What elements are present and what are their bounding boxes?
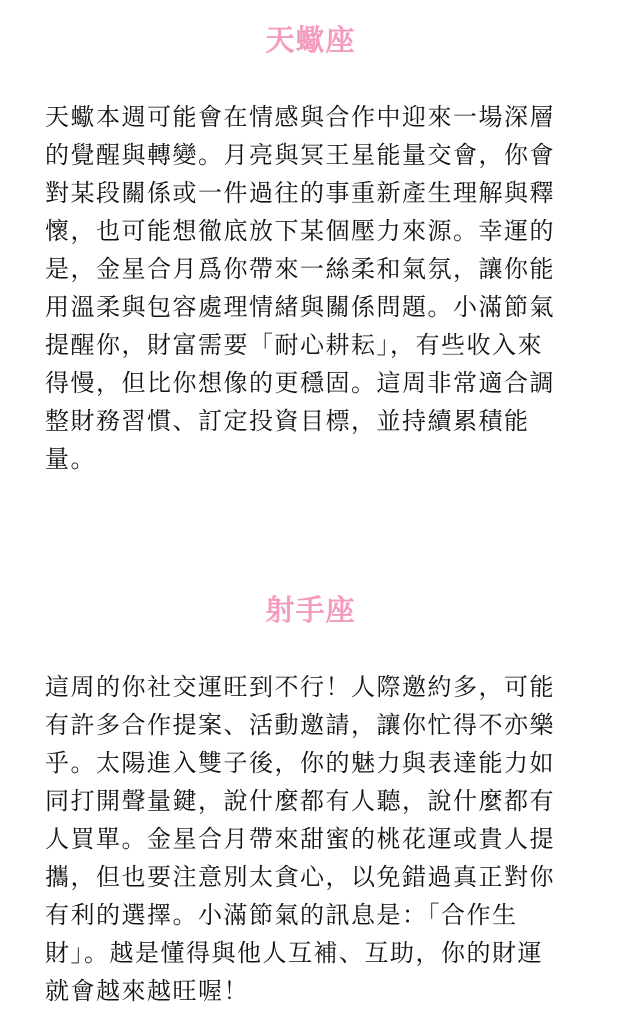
paragraph-line: 是，金星合月爲你帶來一絲柔和氣氛，讓你能 [45,255,555,283]
paragraph-line: 同打開聲量鍵，說什麼都有人聽，說什麼都有 [45,787,555,815]
paragraph-line: 天蠍本週可能會在情感與合作中迎來一場深層 [45,103,555,131]
paragraph-line: 這周的你社交運旺到不行！人際邀約多，可能 [45,673,555,701]
paragraph-line: 對某段關係或一件過往的事重新產生理解與釋 [45,179,555,207]
section-title-sagittarius: 射手座 [265,593,356,627]
paragraph-line: 量。 [45,445,96,473]
section-title-scorpio: 天蠍座 [265,23,356,57]
scorpio-section [0,20,621,60]
paragraph-line: 人買單。金星合月帶來甜蜜的桃花運或貴人提 [45,825,555,853]
paragraph-line: 得慢，但比你想像的更穩固。這周非常適合調 [45,369,555,397]
paragraph-line: 整財務習慣、訂定投資目標，並持續累積能 [45,407,530,435]
paragraph-line: 有許多合作提案、活動邀請，讓你忙得不亦樂 [45,711,555,739]
paragraph-line: 攜，但也要注意別太貪心，以免錯過真正對你 [45,863,555,891]
paragraph-line: 乎。太陽進入雙子後，你的魅力與表達能力如 [45,749,555,777]
paragraph-line: 提醒你，財富需要「耐心耕耘」，有些收入來 [45,331,543,359]
paragraph-line: 用溫柔與包容處理情緒與關係問題。小滿節氣 [45,293,555,321]
paragraph-line: 懷，也可能想徹底放下某個壓力來源。幸運的 [45,217,555,245]
paragraph-line: 的覺醒與轉變。月亮與冥王星能量交會，你會 [45,141,555,169]
sagittarius-paragraph [45,668,577,1010]
paragraph-line: 財」。越是懂得與他人互補、互助，你的財運 [45,939,543,967]
paragraph-line: 有利的選擇。小滿節氣的訊息是：「合作生 [45,901,518,929]
paragraph-line: 就會越來越旺喔！ [45,977,249,1005]
scorpio-paragraph [45,98,577,478]
sagittarius-section [0,590,621,630]
